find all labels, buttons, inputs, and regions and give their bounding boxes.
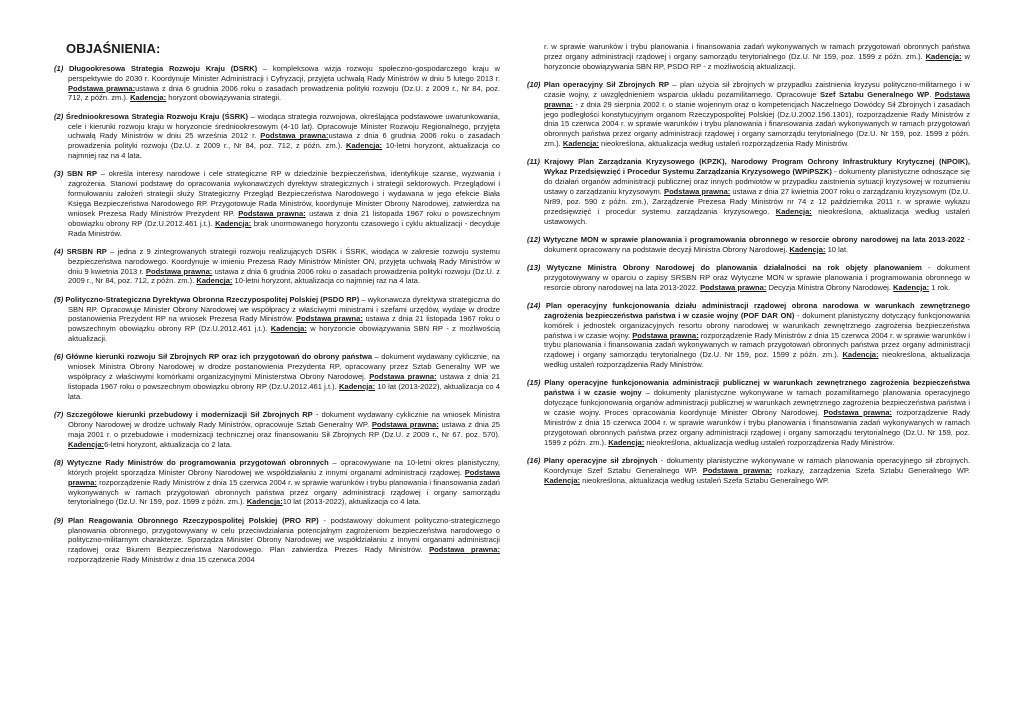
right-column (527, 42, 970, 494)
entry (54, 247, 500, 286)
legal-basis-label: Podstawa prawna: (823, 408, 893, 417)
legal-basis-text: ustawa z dnia 21 listopada 1967 roku o powszechnym obowiązku obrony RP (Dz.U.2012.461 j.t.). (68, 372, 500, 391)
entry (54, 516, 500, 565)
entry (54, 458, 500, 507)
legal-basis-label: Podstawa prawna: (260, 131, 329, 141)
cadence-label: Kadencja: (130, 93, 167, 103)
entry-description: - dokument wydawany cyklicznie na wniosek Ministra Obrony Narodowej w drodze uchwały Rady Ministrów, opracowuje Sztab Generalny WP. (68, 410, 500, 429)
entry (527, 235, 970, 255)
entry-name: Wytyczne Rady Ministrów do programowania przygotowań obronnych (66, 458, 329, 468)
cadence-label: Kadencja: (544, 475, 581, 485)
cadence-label: Kadencja: (608, 437, 645, 447)
entry-name: Wytyczne Ministra Obrony Narodowej do planowania działalności na rok objęty planowaniem (546, 263, 922, 273)
entry (527, 80, 970, 149)
continuation-text: r. w sprawie warunków i trybu planowania i finansowania zadań wykonywanych w ramach przygotowań obronnych państwa przez organy administracji rządowej i organy samorządu terytorialnego (Dz.U. Nr 159, poz. 1599 z późn. zm.). (544, 42, 970, 61)
entry-number: (5) (54, 294, 64, 304)
legal-basis-text: ustawa z dnia 21 listopada 1967 roku o powszechnym obowiązku obrony RP (Dz.U.2012.461 j.t.). (68, 208, 500, 228)
cadence-label: Kadencja: (346, 141, 383, 151)
entry-number: (16) (527, 455, 541, 465)
legal-basis-text: Decyzja Ministra Obrony Narodowej. (766, 282, 894, 292)
legal-basis-text: ustawa z dnia 6 grudnia 2006 roku o zasadach prowadzenia polityki rozwoju (Dz.U. z 2009 r., Nr 84, poz. 712, z późn. zm.). (68, 266, 500, 286)
legal-basis-text: ustawa z dnia 6 grudnia 2006 roku o zasadach prowadzenia polityki rozwoju (Dz.U. z 2009 r., Nr 84, poz. 712, z późn. zm.). (68, 131, 501, 151)
entry-description: – dokumenty planistyczne wykonywane w ramach pozamilitarnego planowania operacyjnego dotyczące funkcjonowania organów administracji publicznej w warunkach zewnętrznego zagrożenia bezpieczeństwa państwa i w czasie wojny. Proces opracowania koordynuje Minister Obrony Narodowej. (544, 388, 970, 417)
entry-description: – określa interesy narodowe i cele strategiczne RP w dziedzinie bezpieczeństwa, identyfikuje szanse, wyzwania i zagrożenia. Stanowi podstawę do opracowania wykonawczych dyrektyw strategicznych i strategii sektorowych. Przeglądowi i formułowaniu założeń strategii służy Strategiczny Przegląd Bezpieczeństwa Narodowego i wydawana w jego efekcie Biała Księga Bezpieczeństwa Narodowego RP. Przygotowuje Rada Ministrów, koordynuje Minister Obrony Narodowej, zatwierdza na wniosek Prezesa Rady Ministrów Prezydent RP. (68, 169, 500, 218)
cadence-text: 10-letni horyzont, aktualizacja co najmniej raz na 4 lata. (68, 141, 500, 161)
legal-basis-label: Podstawa prawna: (238, 208, 306, 218)
entry-name: SRSBN RP (66, 246, 107, 256)
entry (527, 263, 970, 293)
legal-basis-label: Podstawa prawna: (544, 89, 970, 109)
entry (527, 456, 970, 486)
legal-basis-text: - z dnia 29 sierpnia 2002 r. o stanie wojennym oraz o kompetencjach Naczelnego Dowódcy Sił Zbrojnych i zasadach jego podległości konstytucyjnym organom Rzeczypospolitej Polskiej (Dz.U.2002.156.1301), rozporządzenie Rady Ministrów z dnia 15 czerwca 2004 r. w sprawie warunków i trybu planowania i finansowania zadań wykonywanych w ramach przygotowań obronnych państwa przez organy administracji rządowej i organy samorządu terytorialnego (Dz.U. Nr 159, poz. 1599 z późn. zm.). (544, 99, 970, 149)
legal-basis-text: rozporządzenie Rady Ministrów z dnia 15 czerwca 2004 r. w sprawie warunków i trybu planowania i finansowania zadań wykonywanych w ramach przygotowań obronnych państwa przez organy administracji rządowej i organy samorządu terytorialnego (Dz.U. Nr 159, poz. 1599 z późn. zm.). (544, 408, 970, 447)
entry (527, 301, 970, 370)
left-column (54, 38, 500, 573)
entry-number: (15) (527, 378, 541, 388)
entry-description: - dokumenty planistyczne odnoszące się do działań organów administracji publicznej oraz innych podmiotów w przypadku zaistnienia sytuacji kryzysowej w rozumieniu ustawy o zarządzaniu kryzysowym. (544, 167, 970, 196)
entry-number: (14) (527, 301, 541, 311)
cadence-text: nieokreślona, aktualizacja według ustaleń rozporządzenia Rady Ministrów. (644, 437, 895, 447)
entry (54, 410, 500, 449)
entry-name: Plan operacyjny Sił Zbrojnych RP (543, 80, 670, 90)
cadence-text: horyzont obowiązywania strategii. (166, 93, 282, 103)
entry-name: Główne kierunki rozwoju Sił Zbrojnych RP oraz ich przygotowań do obrony państwa (65, 352, 373, 362)
entry-description: – opracowywane na 10-letni okres planistyczny, których projekt sporządza Minister Obrony Narodowej we współdziałaniu z innymi organami administracji rządowej. (68, 458, 500, 477)
cadence-label: Kadencja: (339, 381, 376, 391)
entry-description: – dokument wydawany cyklicznie, na wniosek Ministra Obrony Narodowej w drodze postanowienia Prezydenta RP, opracowany przez Sztab Generalny WP we współpracy z właściwymi komórkami organizacyjnymi Ministerstwa Obrony Narodowej. (68, 352, 500, 382)
legal-basis-text: ustawa z dnia 6 grudnia 2006 roku o zasadach prowadzenia polityki rozwoju (Dz.U. z 2009 r., Nr 84, poz. 712, z późn. zm.). (68, 83, 500, 103)
entry-name: SBN RP (66, 169, 98, 179)
entry (527, 378, 970, 447)
entry-name: Wytyczne MON w sprawie planowania i programowania obronnego w resorcie obrony narodowej na lata 2013-2022 (543, 234, 965, 244)
cadence-text: 10 lat. (825, 244, 849, 254)
entry-name: Krajowy Plan Zarządzania Kryzysowego (KPZK), Narodowy Program Ochrony Infrastruktury Krytycznej (NPOIK), Wykaz Przedsięwzięć i Procedur Systemu Zarządzania Kryzysowego (WPiPSZK) (544, 157, 970, 177)
page-title: OBJAŚNIENIA: (66, 41, 161, 56)
cadence-label: Kadencja: (68, 439, 105, 449)
cadence-text: nieokreślona, aktualizacja według ustaleń ustawowych. (544, 206, 970, 226)
entry-number: (4) (54, 246, 64, 256)
entry-name: Plany operacyjne sił zbrojnych (543, 455, 658, 465)
entry-description: – kompleksowa wizja rozwoju społeczno-gospodarczego kraju w perspektywie do 2030 r. Koordynuje Minister Administracji i Cyfryzacji, przyjęta uchwałą Rady Ministrów w dniu 5 lutego 2013 r. (68, 63, 500, 83)
entry-number: (13) (527, 263, 541, 273)
entry-number: (3) (54, 169, 64, 179)
cadence-text: 10-letni horyzont, aktualizacja co najmniej raz na 4 lata. (232, 276, 420, 286)
legal-basis-label: Podstawa prawna: (68, 467, 500, 487)
entry-name: Plany operacyjne funkcjonowania administracji publicznej w warunkach zewnętrznego zagrożenia bezpieczeństwa państwa i w czasie wojny (544, 378, 970, 398)
entry-description: - dokument planistyczny dotyczący funkcjonowania komórek i jednostek organizacyjnych resortu obrony narodowej w warunkach zewnętrznego zagrożenia bezpieczeństwa państwa i w czasie wojny. (544, 310, 970, 340)
entry (54, 169, 500, 238)
entry-number: (8) (54, 458, 64, 468)
cadence-label: Kadencja: (246, 497, 283, 507)
entry-description: . (929, 89, 935, 99)
cadence-label: Kadencja: (562, 139, 599, 149)
entry-description: – plan użycia sił zbrojnych w przypadku zaistnienia kryzysu polityczno-militarnego i w czasie wojny, z uwzględnieniem wsparcia układu pozamilitarnego. Opracowuje (544, 80, 970, 99)
left-entries (54, 64, 500, 565)
entry-number: (9) (54, 515, 64, 525)
entry-number: (11) (527, 157, 540, 167)
legal-basis-label: Podstawa prawna: (68, 83, 136, 93)
cadence-label: Kadencja: (215, 218, 252, 228)
legal-basis-text: rozporządzenie Rady Ministrów z dnia 15 czerwca 2004 (68, 555, 255, 565)
entry-number: (7) (54, 410, 64, 420)
legal-basis-label: Podstawa prawna: (700, 282, 767, 292)
legal-basis-text: ustawa z dnia 21 listopada 1967 roku o powszechnym obowiązku obrony RP (Dz.U.2012.461 j.t.). (68, 314, 500, 334)
cadence-label: Kadencja: (842, 350, 879, 360)
entry-name: Plan operacyjny funkcjonowania działu administracji rządowej obrona narodowa w warunkach zewnętrznego zagrożenia bezpieczeństwa państwa i w czasie wojny (POF DAR ON) (544, 301, 970, 320)
legal-basis-text: rozporządzenie Rady Ministrów z dnia 15 czerwca 2004 r. w sprawie warunków i trybu planowania i finansowania zadań wykonywanych w ramach przygotowań obronnych państwa przez organy administracji rządowej i organy samorządu terytorialnego (Dz.U. Nr 159, poz. 1599 z późn. zm.). (544, 330, 970, 360)
entry-description: - podstawowy dokument polityczno-strategicznego planowania obronnego, przygotowywany w celu przeciwdziałania potencjalnym zagrożeniom bezpieczeństwa narodowego o polityczno-militarnym charakterze. Sporządza Minister Obrony Narodowej we współdziałaniu z innymi organami administracji rządowej oraz Biurem Bezpieczeństwa Narodowego. Plan zatwierdza Prezes Rady Ministrów. (68, 515, 500, 555)
entry-name: Średniookresowa Strategia Rozwoju Kraju (ŚSRK) (65, 111, 249, 121)
continuation-cadence: w horyzoncie obowiązywania SBN RP, PSDO RP - z możliwością aktualizacji. (544, 51, 970, 71)
entry-description: - dokument opracowany na podstawie decyzji Ministra Obrony Narodowej. (544, 234, 970, 254)
entry-number: (12) (527, 234, 541, 244)
cadence-text: 1 rok. (929, 282, 951, 292)
entry-9-continuation (527, 42, 970, 72)
cadence-text: nieokreślona, aktualizacja według ustaleń rozporządzenia Rady Ministrów. (598, 139, 849, 149)
entry-number: (6) (54, 352, 64, 362)
cadence-text: w horyzoncie obowiązywania SBN RP - z możliwością aktualizacji. (68, 324, 500, 344)
cadence-label: Kadencja: (925, 51, 962, 61)
cadence-text: nieokreślona, aktualizacja według ustaleń rozporządzenia Rady Ministrów. (544, 350, 970, 370)
cadence-label: Kadencja: (270, 324, 307, 334)
entry-name: Polityczno-Strategiczna Dyrektywa Obronna Rzeczypospolitej Polskiej (PSDO RP) (65, 294, 360, 304)
entry-name: Długookresowa Strategia Rozwoju Kraju (DSRK) (68, 63, 258, 73)
legal-basis-label: Podstawa prawna: (145, 266, 213, 276)
cadence-text: nieokreślona, aktualizacja według ustaleń Szefa Sztabu Generalnego WP. (580, 475, 830, 485)
cadence-label: Kadencja: (893, 282, 930, 292)
cadence-label: Kadencja: (196, 276, 233, 286)
entry-description: – wykonawcza dyrektywa strategiczna do SBN RP. Opracowuje Minister Obrony Narodowej we współpracy z właściwymi ministrami i szefami urzędów, wydaje w drodze postanowienia Prezydent RP na wniosek Prezesa Rady Ministrów. (68, 294, 500, 324)
entry-name: Szczegółowe kierunki przebudowy i modernizacji Sił Zbrojnych RP (66, 410, 313, 420)
entry (54, 295, 500, 344)
entry (54, 64, 500, 103)
entry-description: – jedna z 9 zintegrowanych strategii rozwoju realizujących DSRK i ŚSRK, wiodąca w zakresie rozwoju systemu bezpieczeństwa narodowego. Koordynuje w imieniu Prezesa Rady Ministrów Minister ON, przyjęta uchwałą Rady Ministrów w dniu 9 kwietnia 2013 r. (68, 246, 500, 276)
entry-number: (1) (54, 63, 64, 73)
cadence-text: 10 lat (2013-2022), aktualizacja co 4 lata. (68, 381, 500, 401)
cadence-label: Kadencja: (775, 206, 812, 216)
cadence-text: 6-letni horyzont, aktualizacja co 2 lata. (104, 439, 233, 449)
entry-number: (2) (54, 111, 64, 121)
cadence-label: Kadencja: (789, 244, 826, 254)
legal-basis-label: Podstawa prawna: (702, 465, 772, 475)
right-entries (527, 80, 970, 485)
entry-name: Plan Reagowania Obronnego Rzeczypospolitej Polskiej (PRO RP) (67, 515, 319, 525)
entry (527, 157, 970, 226)
legal-basis-text: ustawa z dnia 27 kwietnia 2007 roku o zarządzaniu kryzysowym (Dz.U. Nr89, poz. 590 z późn. zm.), Zarządzenie Prezesa Rady Ministrów nr 74 z 12 października 2011 r. w sprawie wykazu przedsięwzięć i procedur systemu zarządzania kryzysowego. (544, 186, 971, 216)
cadence-text: brak unormowanego horyzontu czasowego i cyklu aktualizacji - decyduje Rada Ministrów. (68, 218, 500, 238)
entry (54, 352, 500, 401)
legal-basis-label: Podstawa prawna: (369, 372, 437, 382)
legal-basis-text: rozkazy, zarządzenia Szefa Sztabu Generalnego WP. (771, 465, 971, 475)
legal-basis-text: rozporządzenie Rady Ministrów z dnia 15 czerwca 2004 r. w sprawie warunków i trybu planowania i finansowania zadań wykonywanych w ramach przygotowań obronnych państwa przez organy administracji rządowej i organy samorządu terytorialnego (Dz.U. Nr 159, poz. 1599 z późn. zm.). (68, 477, 500, 507)
entry-description: - dokument przygotowywany w oparciu o zapisy SRSBN RP oraz Wytyczne MON w sprawie planowania i programowania obronnego w resorcie obrony narodowej na lata 2013-2022. (544, 263, 970, 292)
entry-description: - dokumenty planistyczne wykonywane w ramach planowania operacyjnego sił zbrojnych. Koordynuje Szef Sztabu Generalnego WP. (544, 455, 970, 475)
entry-description: – wiodąca strategia rozwojowa, określająca podstawowe uwarunkowania, cele i kierunki rozwoju kraju w horyzoncie średniookresowym (4-10 lat). Opracowuje Minister Rozwoju Regionalnego, przyjęta uchwałą Rady Ministrów w dniu 25 września 2012 r. (68, 111, 500, 141)
legal-basis-label: Podstawa prawna: (429, 545, 500, 555)
entry-author: Szef Sztabu Generalnego WP (820, 89, 930, 99)
legal-basis-label: Podstawa prawna: (371, 420, 439, 429)
legal-basis-text: ustawa z dnia 25 maja 2001 r. o przebudowie i modernizacji technicznej oraz finansowaniu Sił Zbrojnych RP (Dz.U. z 2009 r., Nr 67. poz. 570). (68, 420, 501, 439)
entry-number: (10) (527, 80, 541, 90)
legal-basis-label: Podstawa prawna: (632, 330, 699, 340)
legal-basis-label: Podstawa prawna: (664, 186, 731, 196)
legal-basis-label: Podstawa prawna: (296, 314, 363, 324)
entry (54, 112, 500, 161)
cadence-text: 10 lat (2013-2022), aktualizacja co 4 lata. (282, 497, 421, 507)
